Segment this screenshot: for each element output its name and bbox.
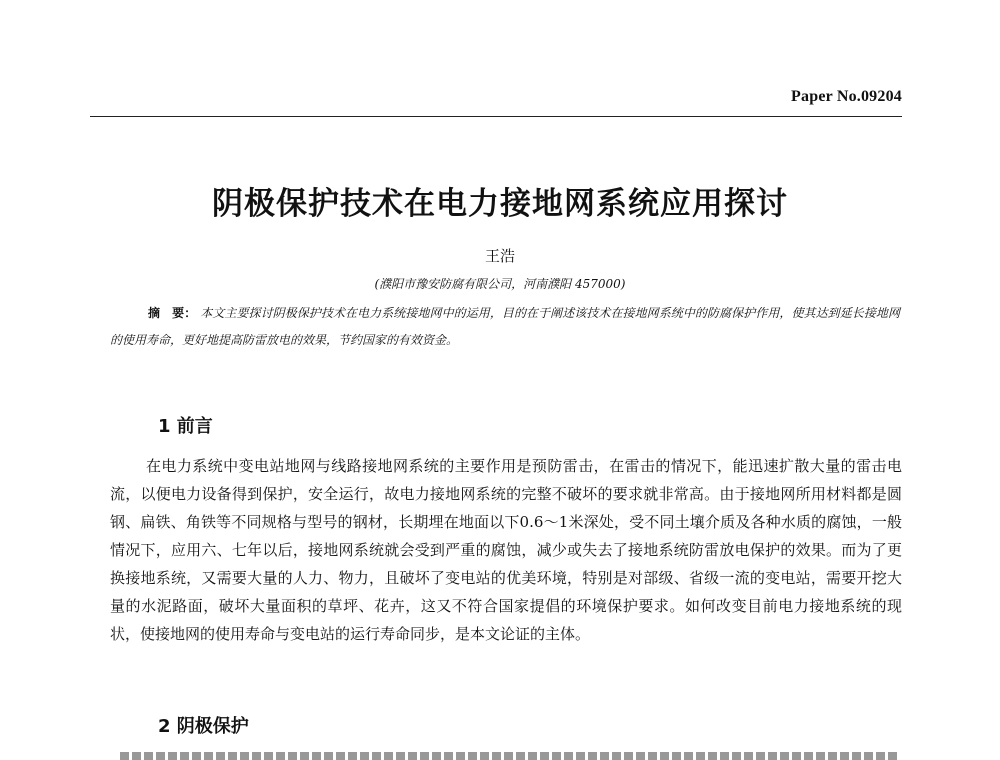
abstract-label: 摘 要： [148, 306, 197, 320]
paper-number: Paper No.09204 [791, 88, 902, 105]
abstract [110, 300, 900, 354]
paper-title: 阴极保护技术在电力接地网系统应用探讨 [212, 186, 788, 222]
section-heading-cathodic-protection: 2 阴极保护 [158, 716, 249, 737]
author-affiliation: (濮阳市豫安防腐有限公司，河南濮阳 457000) [374, 277, 626, 291]
header-rule [90, 116, 902, 117]
section-paragraph: 在电力系统中变电站地网与线路接地网系统的主要作用是预防雷击，在雷击的情况下，能迅速扩散大量的雷击电流，以便电力设备得到保护，安全运行，故电力接地网系统的完整不破坏的要求就非常高。由于接地网所用材料都是圆钢、扁铁、角铁等不同规格与型号的钢材，长期埋在地面以下0.6～1米深处，受不同土壤介质及各种水质的腐蚀，一般情况下，应用六、七年以后，接地网系统就会受到严重的腐蚀，减少或失去了接地系统防雷放电保护的效果。而为了更换接地系统，又需要大量的人力、物力，且破坏了变电站的优美环境，特别是对部级、省级一流的变电站，需要开挖大量的水泥路面，破坏大量面积的草坪、花卉，这又不符合国家提倡的环境保护要求。如何改变目前电力接地系统的现状，使接地网的使用寿命与变电站的运行寿命同步，是本文论证的主体。 [110, 457, 902, 643]
cut-off-text-line [120, 752, 900, 760]
section-heading-introduction: 1 前言 [158, 416, 213, 437]
abstract-text: 本文主要探讨阴极保护技术在电力系统接地网中的运用，目的在于阐述该技术在接地网系统中的防腐保护作用，使其达到延长接地网的使用寿命，更好地提高防雷放电的效果，节约国家的有效资金。 [110, 306, 900, 347]
author-name: 王浩 [484, 247, 515, 265]
